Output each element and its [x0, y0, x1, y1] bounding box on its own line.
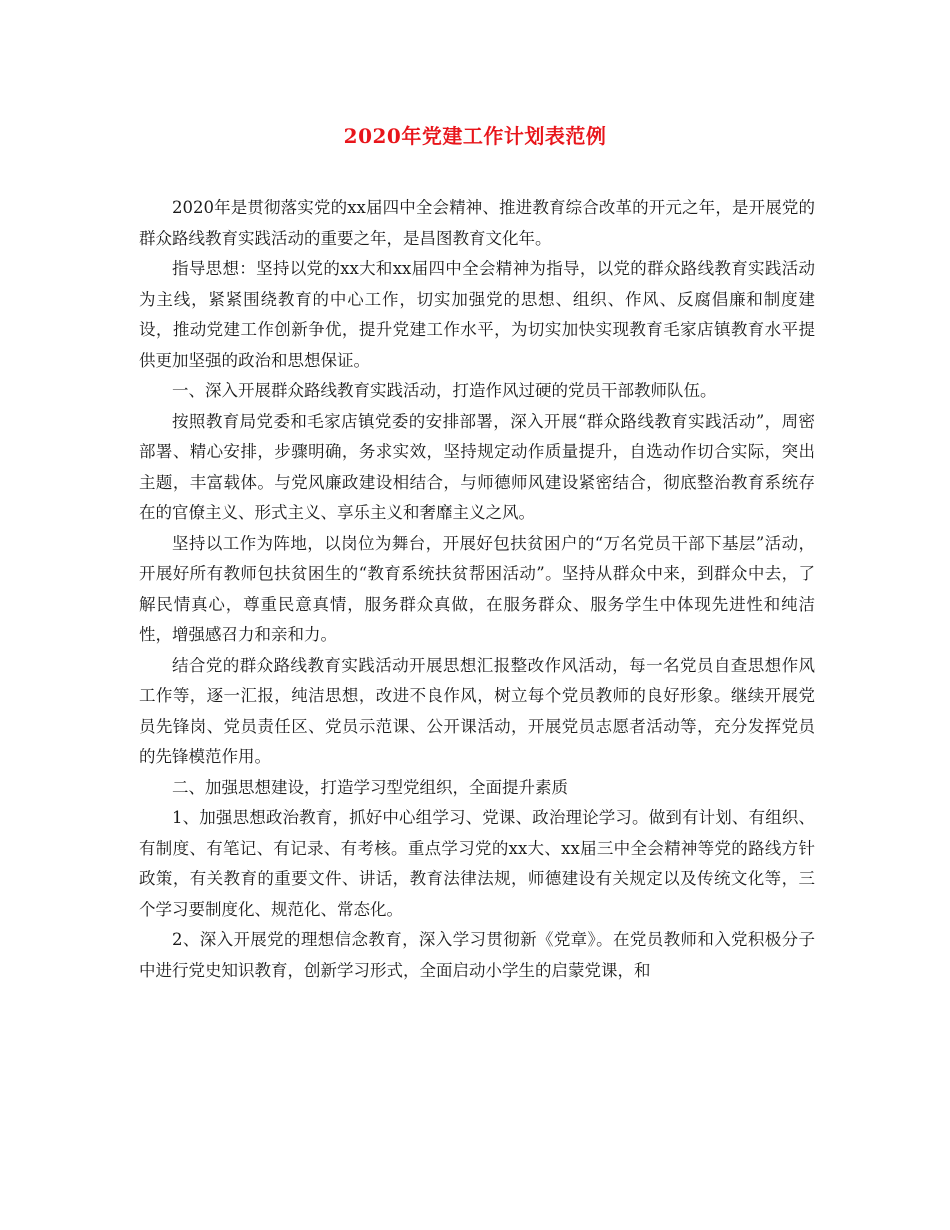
paragraph-intro: 2020年是贯彻落实党的xx届四中全会精神、推进教育综合改革的开元之年，是开展党的群众路线教育实践活动的重要之年，是昌图教育文化年。 [139, 198, 815, 248]
document-body [139, 193, 815, 986]
document-title: 2020年党建工作计划表范例 [343, 124, 607, 148]
paragraph-guiding-thought: 指导思想：坚持以党的xx大和xx届四中全会精神为指导，以党的群众路线教育实践活动为主线，紧紧围绕教育的中心工作，切实加强党的思想、组织、作风、反腐倡廉和制度建设，推动党建工作创新争优，提升党建工作水平，为切实加快实现教育毛家店镇教育水平提供更加坚强的政治和思想保证。 [139, 259, 815, 370]
paragraph: 按照教育局党委和毛家店镇党委的安排部署，深入开展“群众路线教育实践活动”，周密部署、精心安排，步骤明确，务求实效，坚持规定动作质量提升，自选动作切合实际，突出主题，丰富载体。与党风廉政建设相结合，与师德师风建设紧密结合，彻底整治教育系统存在的官僚主义、形式主义、享乐主义和奢靡主义之风。 [139, 411, 815, 522]
paragraph: 1、加强思想政治教育，抓好中心组学习、党课、政治理论学习。做到有计划、有组织、有制度、有笔记、有记录、有考核。重点学习党的xx大、xx届三中全会精神等党的路线方针政策，有关教育的重要文件、讲话，教育法律法规，师德建设有关规定以及传统文化等，三个学习要制度化、规范化、常态化。 [139, 808, 815, 919]
paragraph: 坚持以工作为阵地，以岗位为舞台，开展好包扶贫困户的“万名党员干部下基层”活动，开展好所有教师包扶贫困生的“教育系统扶贫帮困活动”。坚持从群众中来，到群众中去，了解民情真心，尊重民意真情，服务群众真做，在服务群众、服务学生中体现先进性和纯洁性，增强感召力和亲和力。 [139, 533, 815, 644]
section-heading-one: 一、深入开展群众路线教育实践活动，打造作风过硬的党员干部教师队伍。 [172, 381, 717, 400]
paragraph: 结合党的群众路线教育实践活动开展思想汇报整改作风活动，每一名党员自查思想作风工作等，逐一汇报，纯洁思想，改进不良作风，树立每个党员教师的良好形象。继续开展党员先锋岗、党员责任区、党员示范课、公开课活动，开展党员志愿者活动等，充分发挥党员的先锋模范作用。 [139, 655, 815, 766]
section-heading-two: 二、加强思想建设，打造学习型党组织，全面提升素质 [172, 777, 568, 797]
paragraph: 2、深入开展党的理想信念教育，深入学习贯彻新《党章》。在党员教师和入党积极分子中进行党史知识教育，创新学习形式，全面启动小学生的启蒙党课，和 [139, 930, 815, 980]
